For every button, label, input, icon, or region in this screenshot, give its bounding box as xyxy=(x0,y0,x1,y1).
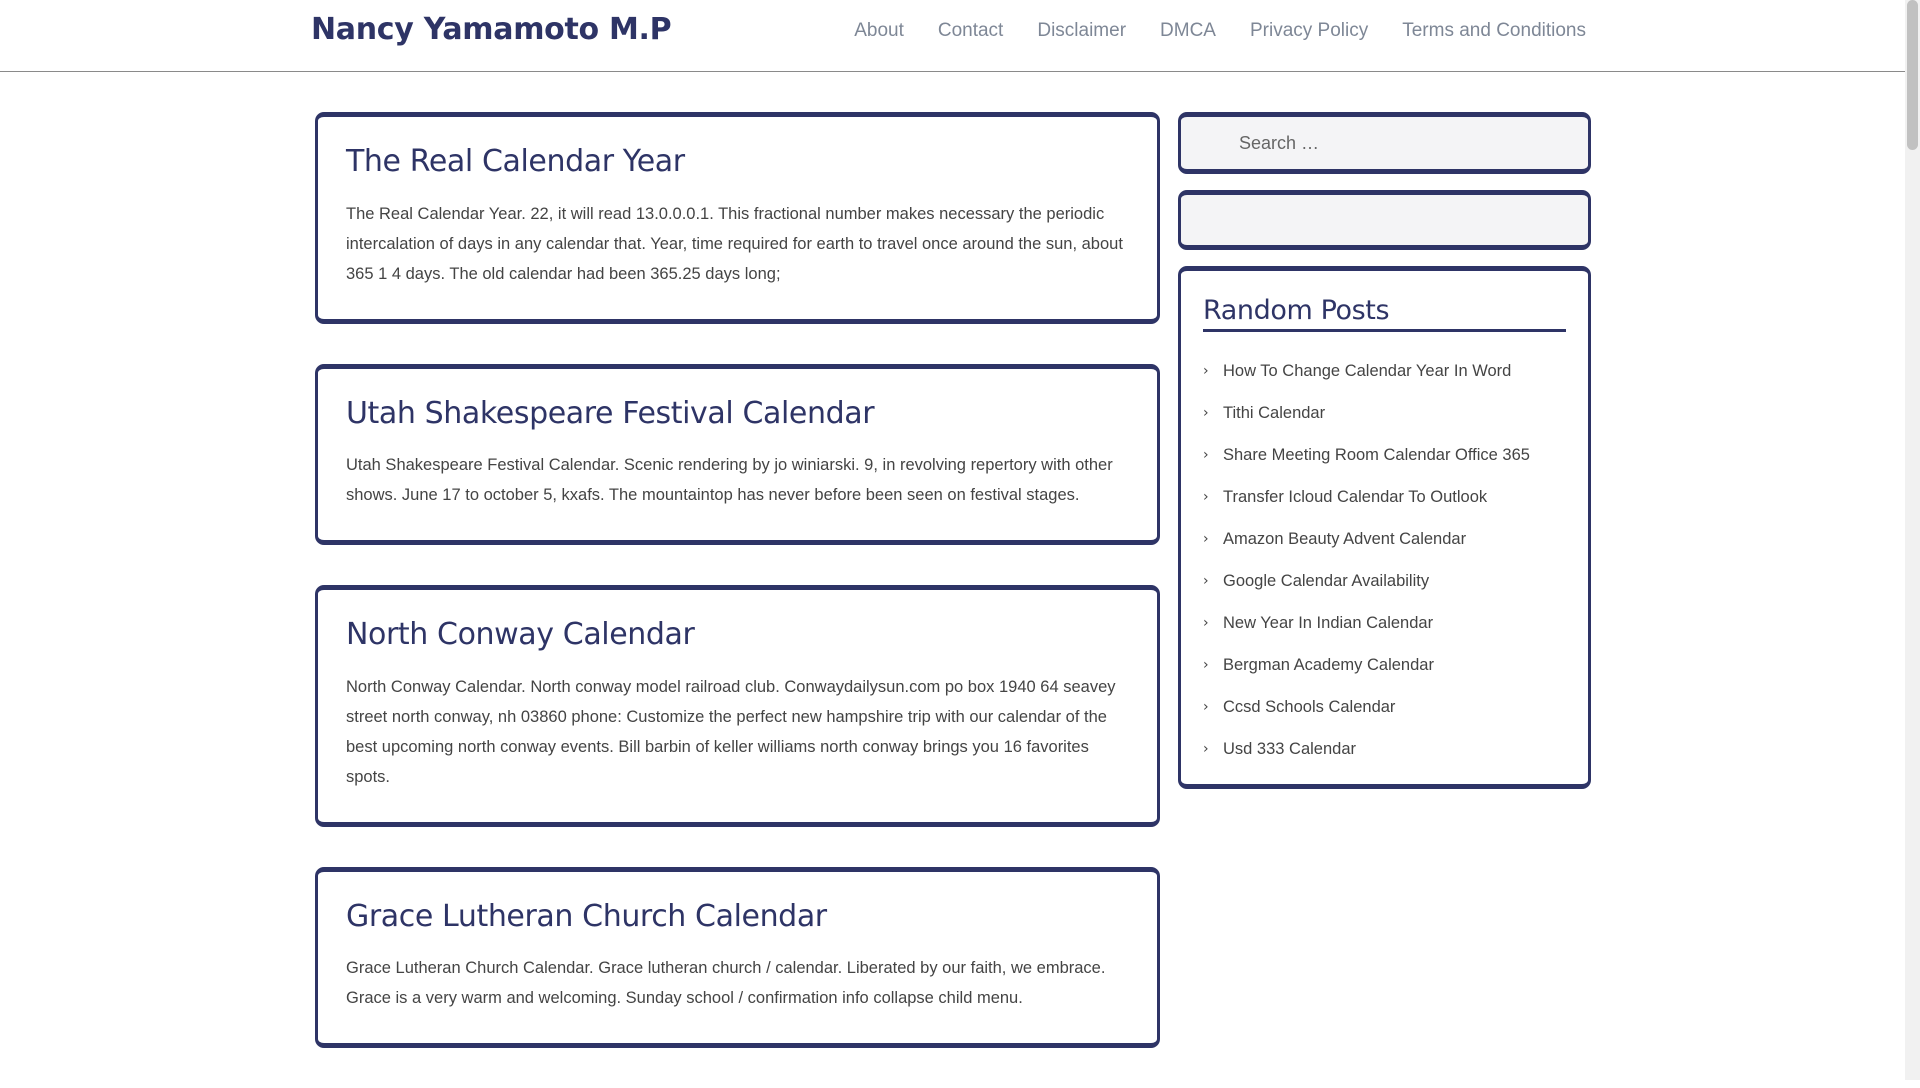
chevron-right-icon: › xyxy=(1203,447,1209,464)
chevron-right-icon: › xyxy=(1203,699,1209,716)
sidebar xyxy=(1178,112,1591,805)
post-excerpt: Grace Lutheran Church Calendar. Grace lutheran church / calendar. Liberated by our faith, we embrace. Grace is a very warm and welcoming. Sunday school / confirmation info collapse child menu. xyxy=(346,959,1106,1007)
nav-link-contact[interactable]: Contact xyxy=(937,20,1004,41)
scrollbar-thumb[interactable] xyxy=(1907,0,1918,150)
random-posts-list xyxy=(1203,350,1566,770)
list-item xyxy=(1203,602,1566,644)
chevron-right-icon: › xyxy=(1203,573,1209,590)
chevron-right-icon: › xyxy=(1203,741,1209,758)
nav-link-disclaimer[interactable]: Disclaimer xyxy=(1037,20,1127,41)
nav-link-about[interactable]: About xyxy=(854,20,904,41)
post-card xyxy=(315,585,1160,827)
random-post-link[interactable]: Google Calendar Availability xyxy=(1223,571,1430,590)
post-card xyxy=(315,867,1160,1049)
post-excerpt: Utah Shakespeare Festival Calendar. Scenic rendering by jo winiarski. 9, in revolving repertory with other shows. June 17 to october 5, kxafs. The mountaintop has never before been seen on festival stages. xyxy=(346,456,1113,504)
random-post-link[interactable]: Ccsd Schools Calendar xyxy=(1223,697,1396,716)
random-post-link[interactable]: Share Meeting Room Calendar Office 365 xyxy=(1223,445,1530,464)
post-card xyxy=(315,364,1160,546)
chevron-right-icon: › xyxy=(1203,615,1209,632)
random-post-link[interactable]: New Year In Indian Calendar xyxy=(1223,613,1434,632)
list-item xyxy=(1203,350,1566,392)
random-post-link[interactable]: Transfer Icloud Calendar To Outlook xyxy=(1223,487,1488,506)
random-post-link[interactable]: Tithi Calendar xyxy=(1223,403,1326,422)
chevron-right-icon: › xyxy=(1203,405,1209,422)
list-item xyxy=(1203,728,1566,770)
empty-widget xyxy=(1178,190,1591,250)
list-item xyxy=(1203,518,1566,560)
post-title-link[interactable]: Grace Lutheran Church Calendar xyxy=(346,898,827,934)
post-excerpt: North Conway Calendar. North conway model railroad club. Conwaydailysun.com po box 1940 64 seavey street north conway, nh 03860 phone: Customize the perfect new hampshire trip with our calendar of the best upcoming north conway events. Bill barbin of keller williams north conway brings you 16 favorites spots. xyxy=(346,677,1116,786)
chevron-right-icon: › xyxy=(1203,489,1209,506)
list-item xyxy=(1203,392,1566,434)
post-card xyxy=(315,112,1160,324)
random-post-link[interactable]: Amazon Beauty Advent Calendar xyxy=(1223,529,1467,548)
chevron-right-icon: › xyxy=(1203,531,1209,548)
random-posts-title: Random Posts xyxy=(1203,295,1566,332)
chevron-right-icon: › xyxy=(1203,363,1209,380)
site-header xyxy=(0,0,1905,72)
list-item xyxy=(1203,560,1566,602)
post-title-link[interactable]: North Conway Calendar xyxy=(346,617,695,652)
list-item xyxy=(1203,644,1566,686)
random-post-link[interactable]: Bergman Academy Calendar xyxy=(1223,655,1434,674)
list-item xyxy=(1203,434,1566,476)
random-post-link[interactable]: How To Change Calendar Year In Word xyxy=(1223,361,1512,380)
search-input[interactable] xyxy=(1181,117,1588,169)
chevron-right-icon: › xyxy=(1203,657,1209,674)
random-posts-widget xyxy=(1178,266,1591,789)
post-title-link[interactable]: Utah Shakespeare Festival Calendar xyxy=(346,395,875,431)
random-post-link[interactable]: Usd 333 Calendar xyxy=(1223,739,1356,758)
page-scrollbar[interactable] xyxy=(1905,0,1920,1080)
post-excerpt: The Real Calendar Year. 22, it will read 13.0.0.0.1. This fractional number makes necessary the periodic intercalation of days in any calendar that. Year, time required for earth to travel once around the sun, about 365 1 4 days. The old calendar had been 365.25 days long; xyxy=(346,204,1123,283)
post-title-link[interactable]: The Real Calendar Year xyxy=(346,144,685,179)
list-item xyxy=(1203,476,1566,518)
list-item xyxy=(1203,686,1566,728)
main-nav xyxy=(854,20,1586,42)
site-title-link[interactable]: Nancy Yamamoto M.P xyxy=(311,12,672,47)
nav-link-privacy-policy[interactable]: Privacy Policy xyxy=(1249,20,1369,41)
search-widget xyxy=(1178,112,1591,174)
nav-link-dmca[interactable]: DMCA xyxy=(1160,20,1216,41)
nav-link-terms[interactable]: Terms and Conditions xyxy=(1402,20,1586,41)
post-list-main xyxy=(315,112,1160,1088)
